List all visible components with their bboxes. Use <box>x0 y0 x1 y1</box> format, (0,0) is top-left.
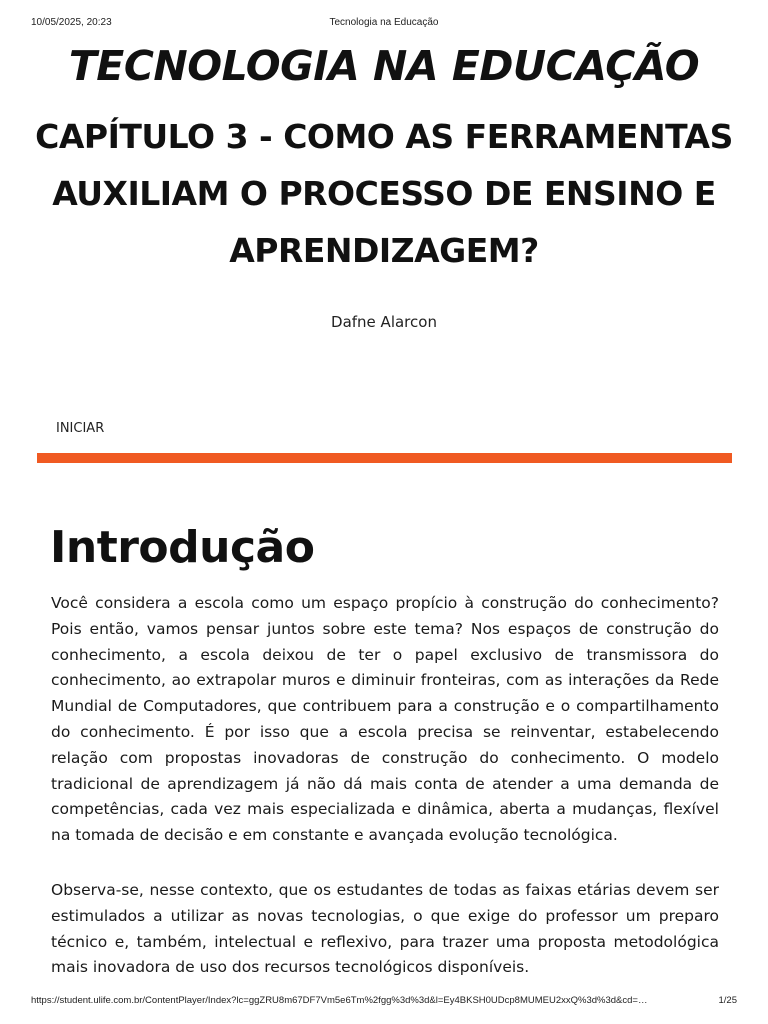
accent-divider <box>37 453 732 463</box>
document-title: TECNOLOGIA NA EDUCAÇÃO <box>68 42 700 90</box>
chapter-subtitle: CAPÍTULO 3 - COMO AS FERRAMENTAS AUXILIAM O PROCESSO DE ENSINO E APRENDIZAGEM? <box>35 117 733 270</box>
print-page-title: Tecnologia na Educação <box>329 17 439 28</box>
print-url: https://student.ulife.com.br/ContentPlayer/Index?lc=ggZRU8m67DF7Vm5e6Tm%2fgg%3d%3d&l=Ey4BKSH0UDcp8MUMEU2xxQ%3d%3d&cd=… <box>31 995 648 1006</box>
print-datetime: 10/05/2025, 20:23 <box>31 17 112 28</box>
section-heading: Introdução <box>50 522 315 573</box>
print-page-number: 1/25 <box>718 995 737 1006</box>
intro-paragraph: Você considera a escola como um espaço propício à construção do conhecimento? Pois então, vamos pensar juntos sobre este tema? Nos espaços de construção do conhecimento, a escola deixou de ter o papel exclusivo de transmissora do conhecimento, ao extrapolar muros e diminuir fronteiras, com as interações da Rede Mundial de Computadores, que contribuem para a construção e o compartilhamento do conhecimento. É por isso que a escola precisa se reinventar, estabelecendo relação com propostas inovadoras de construção do conhecimento. O modelo tradicional de aprendizagem já não dá mais conta de atender a uma demanda de competências, cada vez mais especializada e dinâmica, aberta a mudanças, flexível na tomada de decisão e em constante e avançada evolução tecnológica. <box>51 594 719 845</box>
print-header <box>0 17 768 31</box>
start-button[interactable]: INICIAR <box>56 421 105 436</box>
author-name: Dafne Alarcon <box>331 313 437 331</box>
print-footer <box>0 995 768 1009</box>
intro-paragraph: Observa-se, nesse contexto, que os estudantes de todas as faixas etárias devem ser estimulados a utilizar as novas tecnologias, o que exige do professor um preparo técnico e, também, intelectual e reflexivo, para trazer uma proposta metodológica mais inovadora de uso dos recursos tecnológicos disponíveis. <box>51 881 719 977</box>
